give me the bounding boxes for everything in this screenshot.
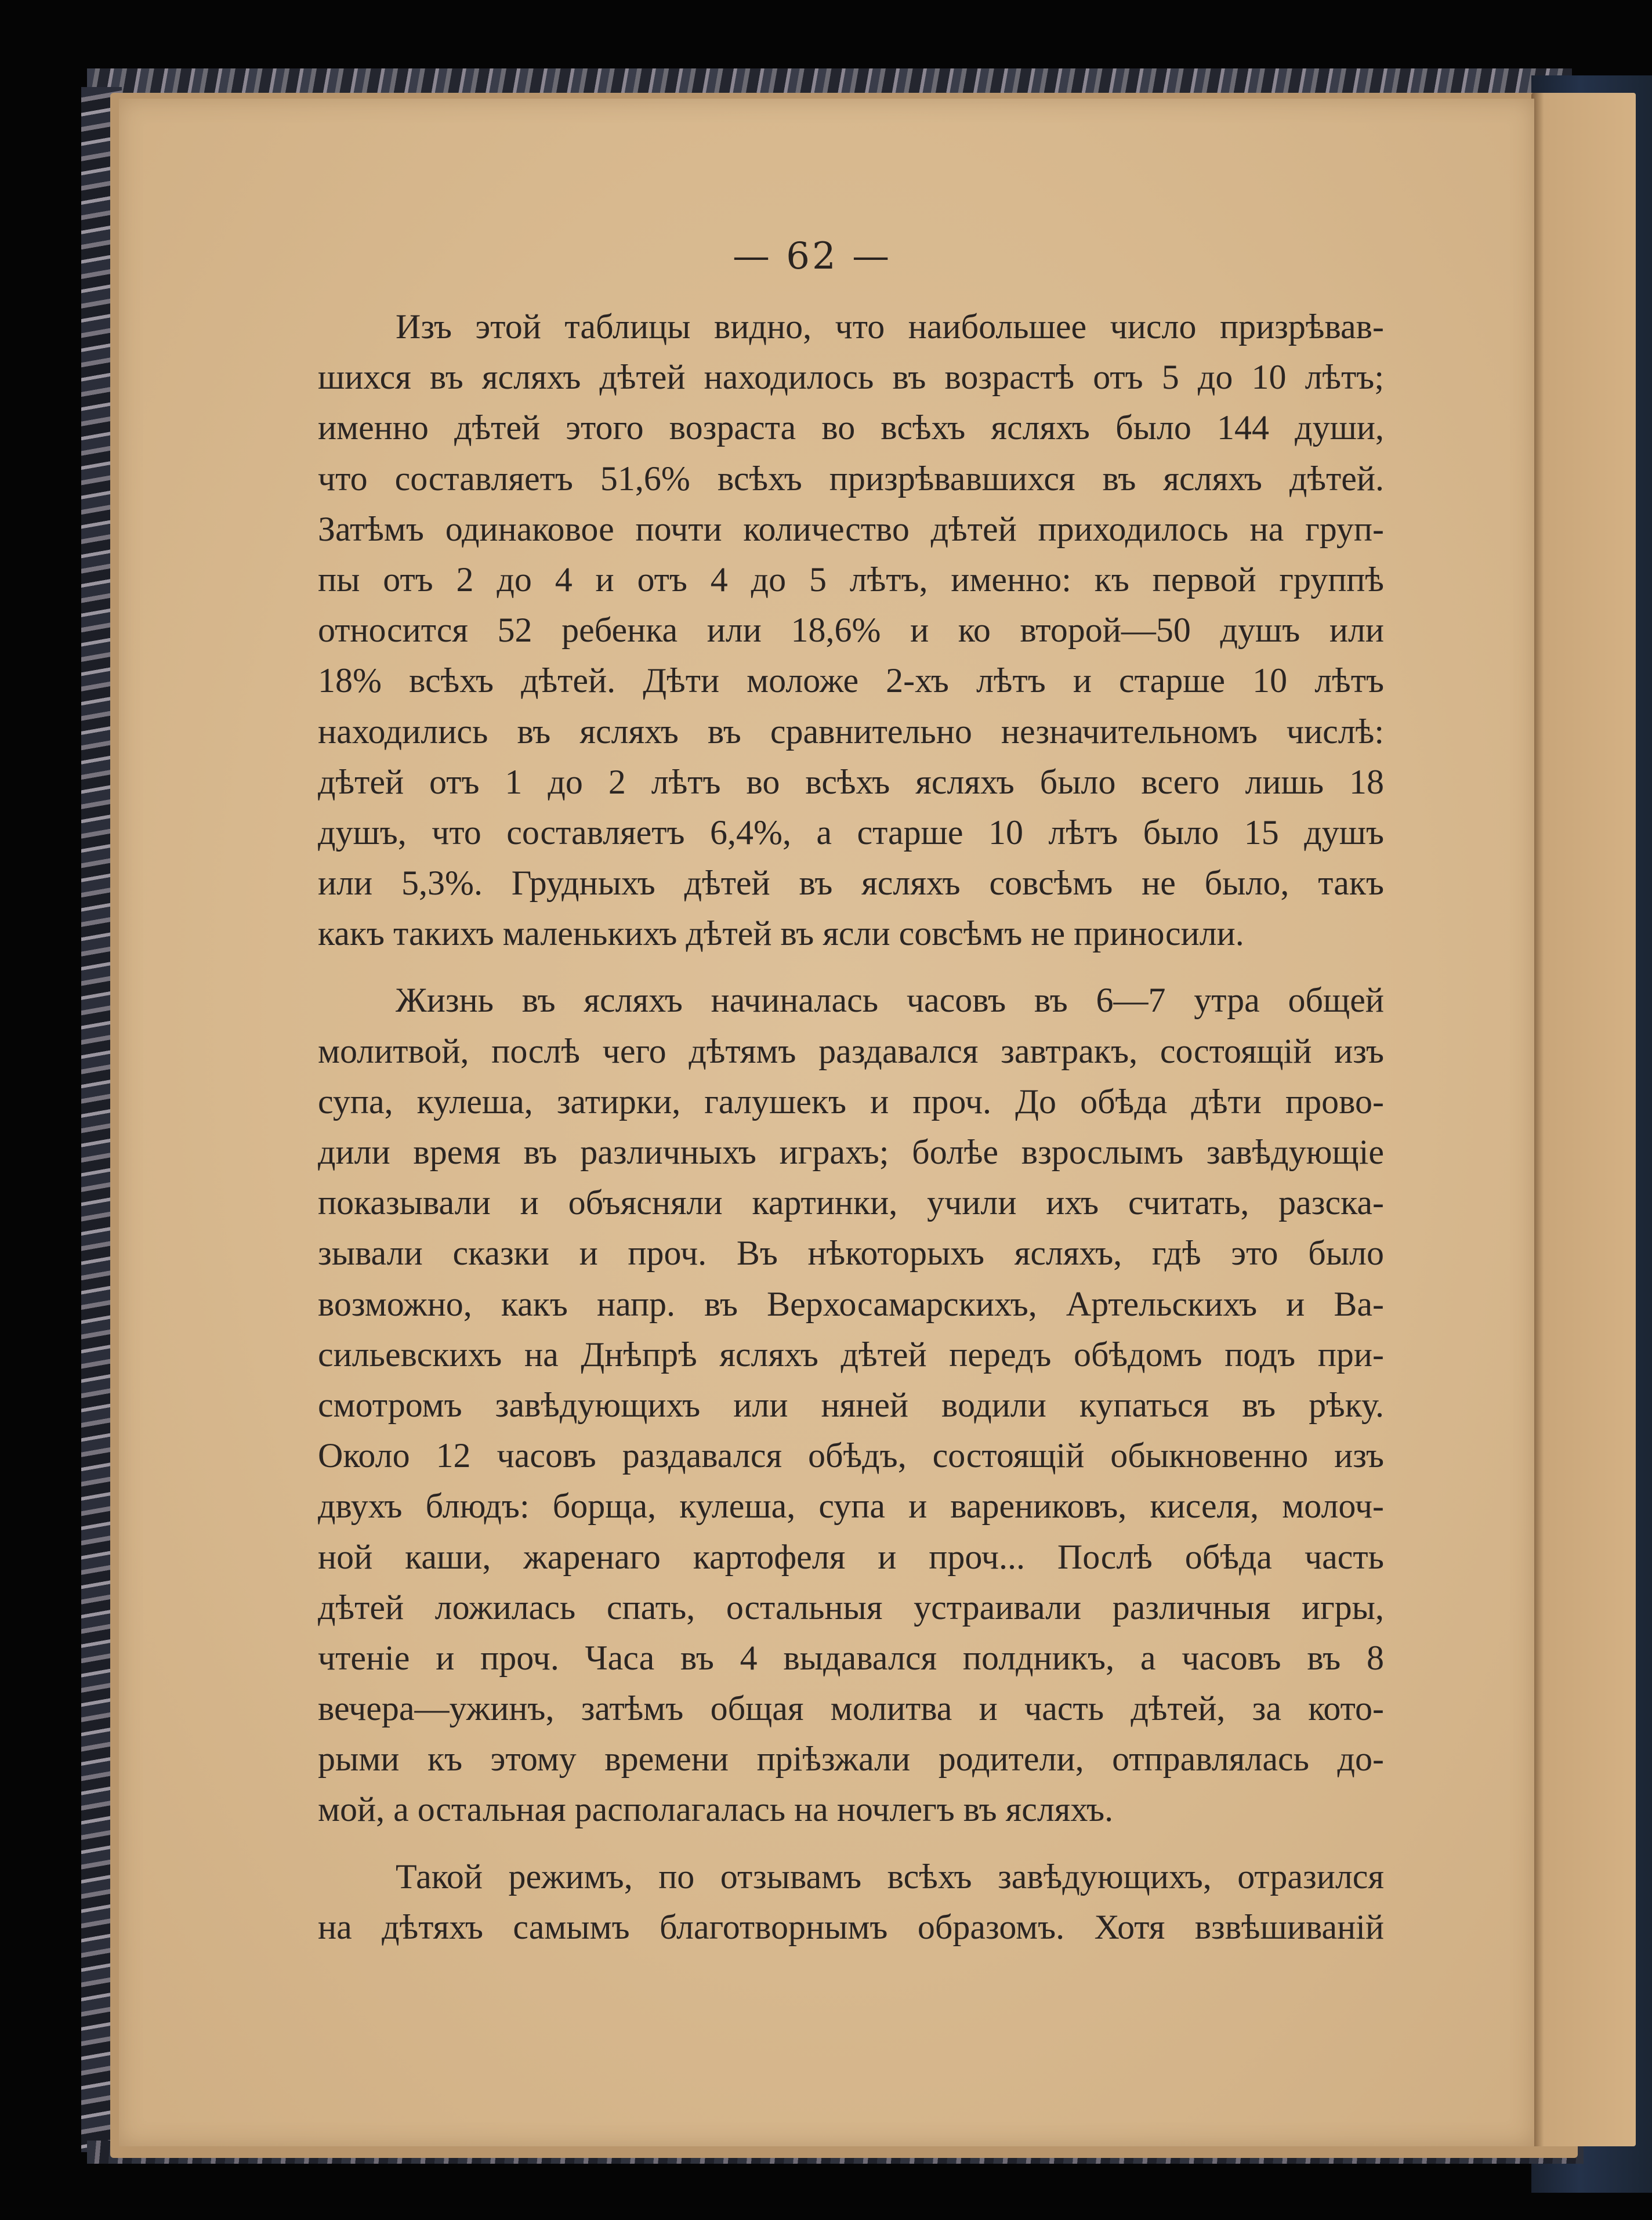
- text-line: ной каши, жаренаго картофеля и проч... Послѣ обѣда часть: [318, 1537, 1384, 1576]
- text-line: молитвой, послѣ чего дѣтямъ раздавался завтракъ, состоящій изъ: [318, 1031, 1384, 1070]
- text-line: двухъ блюдъ: борща, кулеша, супа и варениковъ, киселя, молоч-: [318, 1487, 1384, 1526]
- text-line: Затѣмъ одинаковое почти количество дѣтей приходилось на груп-: [318, 509, 1384, 548]
- text-line: находились въ ясляхъ въ сравнительно незначительномъ числѣ:: [318, 712, 1384, 751]
- paragraph: [318, 302, 1384, 959]
- text-line: какъ такихъ маленькихъ дѣтей въ ясли совсѣмъ не приносили.: [318, 914, 1244, 953]
- text-line: смотромъ завѣдующихъ или няней водили купаться въ рѣку.: [318, 1385, 1384, 1424]
- text-line: душъ, что составляетъ 6,4%, а старше 10 лѣтъ было 15 душъ: [318, 813, 1384, 852]
- text-line: Около 12 часовъ раздавался обѣдъ, состоящій обыкновенно изъ: [318, 1436, 1384, 1475]
- text-line: Жизнь въ ясляхъ начиналась часовъ въ 6—7 утра общей: [396, 981, 1384, 1020]
- text-line: дили время въ различныхъ играхъ; болѣе взрослымъ завѣдующіе: [318, 1133, 1384, 1171]
- text-line: зывали сказки и проч. Въ нѣкоторыхъ ясляхъ, гдѣ это было: [318, 1234, 1384, 1273]
- text-line: Изъ этой таблицы видно, что наибольшее число призрѣвав-: [396, 307, 1384, 346]
- text-line: рыми къ этому времени пріѣзжали родители, отправлялась до-: [318, 1740, 1384, 1779]
- facing-page-edge: [1531, 93, 1636, 2146]
- text-line: супа, кулеша, затирки, галушекъ и проч. До обѣда дѣти прово-: [318, 1082, 1384, 1121]
- page-number: — 62 —: [732, 235, 892, 278]
- text-line: что составляетъ 51,6% всѣхъ призрѣвавшихся въ ясляхъ дѣтей.: [318, 459, 1384, 498]
- text-line: дѣтей ложилась спать, остальныя устраивали различныя игры,: [318, 1588, 1384, 1627]
- text-line: на дѣтяхъ самымъ благотворнымъ образомъ. Хотя взвѣшиваній: [318, 1907, 1384, 1946]
- body-text: [318, 302, 1384, 1953]
- text-line: дѣтей отъ 1 до 2 лѣтъ во всѣхъ ясляхъ было всего лишь 18: [318, 762, 1384, 801]
- text-line: или 5,3%. Грудныхъ дѣтей въ ясляхъ совсѣмъ не было, такъ: [318, 864, 1384, 903]
- text-line: шихся въ ясляхъ дѣтей находилось въ возрастѣ отъ 5 до 10 лѣтъ;: [318, 358, 1384, 397]
- text-line: сильевскихъ на Днѣпрѣ ясляхъ дѣтей передъ обѣдомъ подъ при-: [318, 1335, 1384, 1374]
- text-line: относится 52 ребенка или 18,6% и ко второй—50 душъ или: [318, 611, 1384, 650]
- text-line: показывали и объясняли картинки, учили ихъ считать, разска-: [318, 1183, 1384, 1222]
- text-line: пы отъ 2 до 4 и отъ 4 до 5 лѣтъ, именно: къ первой группѣ: [318, 560, 1384, 599]
- text-line: Такой режимъ, по отзывамъ всѣхъ завѣдующихъ, отразился: [396, 1857, 1384, 1896]
- text-line: вечера—ужинъ, затѣмъ общая молитва и часть дѣтей, за кото-: [318, 1689, 1384, 1728]
- paragraph: [318, 975, 1384, 1835]
- text-line: 18% всѣхъ дѣтей. Дѣти моложе 2-хъ лѣтъ и старше 10 лѣтъ: [318, 661, 1384, 700]
- text-line: мой, а остальная располагалась на ночлегъ въ ясляхъ.: [318, 1790, 1114, 1829]
- text-line: возможно, какъ напр. въ Верхосамарскихъ, Артельскихъ и Ва-: [318, 1284, 1384, 1323]
- text-line: чтеніе и проч. Часа въ 4 выдавался полдникъ, а часовъ въ 8: [318, 1638, 1384, 1677]
- paragraph: [318, 1852, 1384, 1953]
- text-line: именно дѣтей этого возраста во всѣхъ ясляхъ было 144 души,: [318, 408, 1384, 447]
